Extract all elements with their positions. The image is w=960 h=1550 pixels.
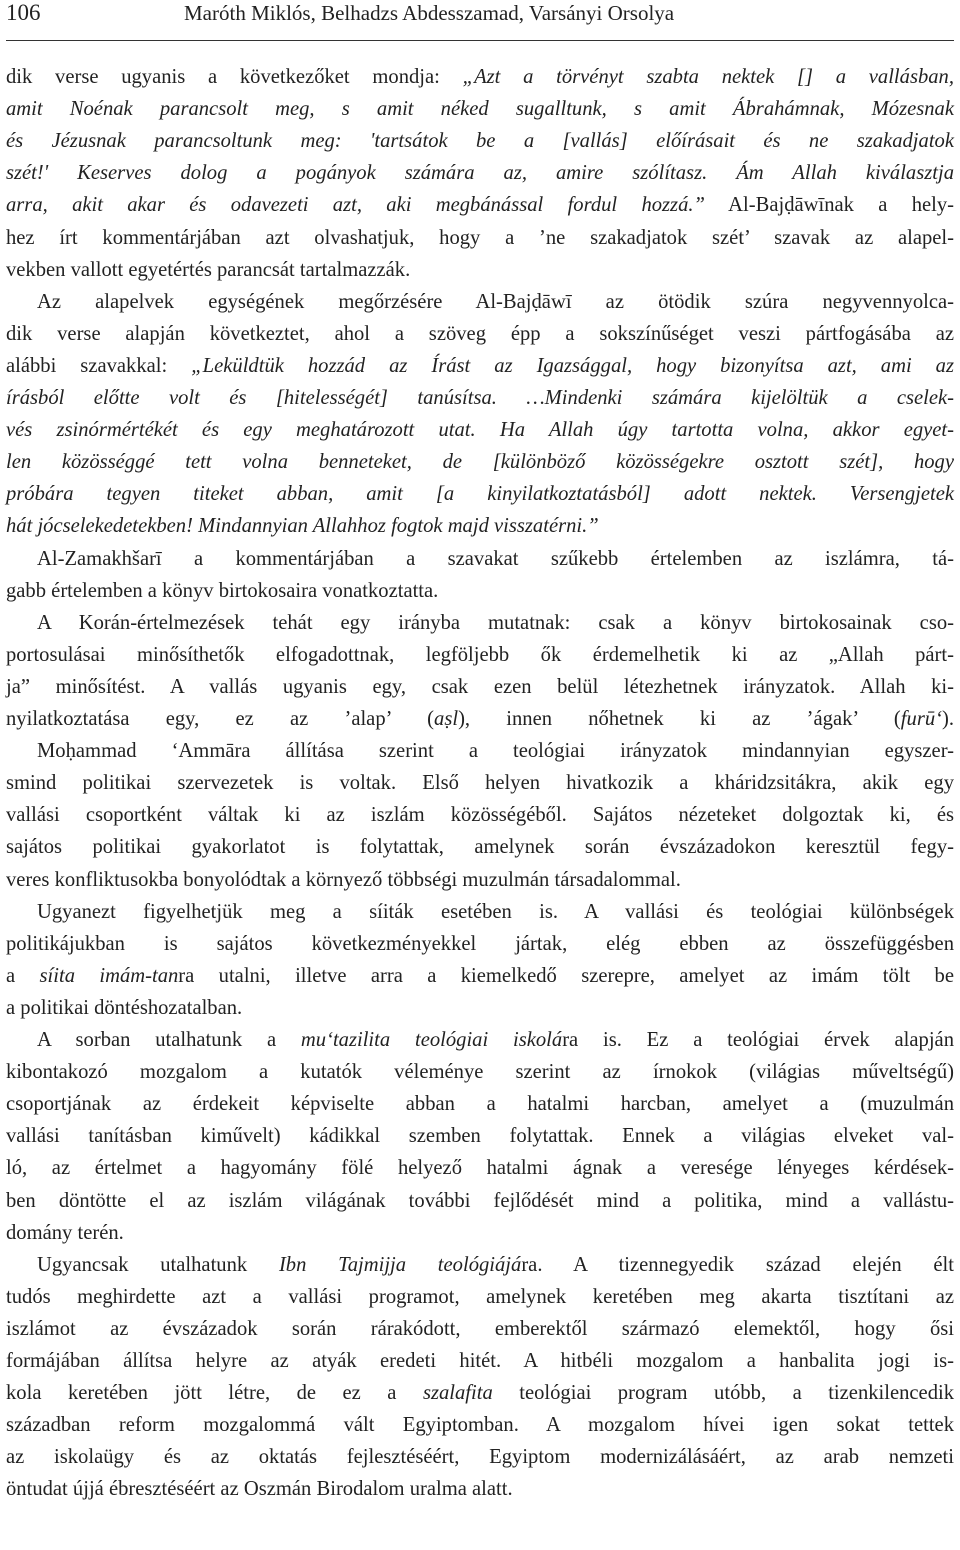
text-run: domány terén. (6, 1221, 124, 1244)
italic-text-run: hát jócselekedetekben! Mindannyian Allahhoz fogtok majd visszatérni.” (6, 515, 599, 538)
italic-text-run: arra, akit akar és odavezeti azt, aki megbánással fordul hozzá.” (6, 194, 705, 217)
text-line (6, 1056, 954, 1088)
text-line (6, 350, 954, 382)
text-run: nyilatkoztatása egy, ez az ’alap’ ( (6, 708, 435, 730)
text-line (37, 1249, 954, 1281)
text-line (37, 607, 954, 639)
text-run: formájában állítsa helyre az atyák eredeti hitét. A hitbéli mozgalom a hanbalita jogi is- (6, 1350, 954, 1372)
text-run: században reform mozgalommá vált Egyiptomban. A mozgalom hívei igen sokat tettek (6, 1414, 954, 1437)
text-line (6, 1152, 954, 1184)
text-run: tudós meghirdette azt a vallási programot, amelynek keretében meg akarta tisztítani az (6, 1285, 954, 1308)
text-line (37, 543, 954, 575)
text-run: teológiai program utóbb, a tizenkilencedik (492, 1382, 955, 1405)
text-run: vallási csoportként váltak ki az iszlám közösségéből. Sajátos nézeteket dolgoztak ki, és (6, 804, 954, 827)
text-run: A sorban utalhatunk a (37, 1029, 301, 1051)
text-line (6, 671, 954, 703)
text-run: Al-Zamakhšarī a kommentárjában a szavakat szűkebb értelemben az iszlámra, tá- (37, 547, 954, 570)
text-line (37, 286, 954, 318)
text-line (6, 510, 954, 542)
text-run: ra is. Ez a teológiai érvek alapján (562, 1029, 954, 1051)
italic-text-run: len közösséggé tett volna benneteket, de [különböző közösségekre osztott szét], hogy (6, 451, 954, 474)
text-run: csoportjának az érdekeit képviselte abban a hatalmi harcban, amelyet a (muzulmán (6, 1093, 954, 1116)
text-line (6, 864, 954, 896)
text-line (6, 414, 954, 446)
text-line (6, 1409, 954, 1441)
text-line (6, 992, 954, 1024)
text-line (6, 1281, 954, 1313)
text-line (6, 125, 954, 157)
text-line (6, 446, 954, 478)
text-run: veres konfliktusokba bonyolódtak a környező többségi muzulmán társadalommal. (6, 868, 681, 891)
text-line (6, 928, 954, 960)
text-run: a politikai döntéshozatalban. (6, 996, 243, 1019)
italic-text-run: próbára tegyen titeket abban, amit [a kinyilatkoztatásból] adott nektek. Versengjetek (6, 483, 954, 506)
text-line (6, 1313, 954, 1345)
text-run: ra utalni, illetve arra a kiemelkedő szerepre, amelyet az imám tölt be (178, 964, 954, 987)
text-line (6, 960, 954, 992)
text-run: vekben vallott egyetértés parancsát tartalmazzák. (6, 258, 411, 281)
italic-text-run: „Leküldtük hozzád az Írást az Igazsággal, hogy bizonyítsa azt, ami az (191, 354, 954, 377)
text-run: portosulásai minősíthetők elfogadottnak, legföljebb ők érdemelhetik ki az „Allah párt- (6, 643, 954, 666)
text-run: Az alapelvek egységének megőrzésére Al-Bajḍāwī az ötödik szúra negyvennyolca- (37, 290, 954, 313)
text-line (6, 1088, 954, 1120)
text-line (6, 1120, 954, 1152)
text-line (6, 93, 954, 125)
text-run: kibontakozó mozgalom a kutatók véleménye szerint az írnokok (világias műveltségű) (6, 1061, 954, 1084)
italic-text-run: szét!' Keserves dolog a pogányok számára az, amire szólítasz. Ám Allah kiválasztja (6, 162, 954, 185)
text-line (6, 382, 954, 414)
text-run: ló, az értelmet a hagyomány fölé helyező hatalmi ágnak a veresége lényeges kérdések- (6, 1157, 954, 1180)
text-run: kola keretében jött létre, de ez a (6, 1382, 423, 1405)
text-run: dik verse alapján következtet, ahol a szöveg épp a sokszínűséget veszi pártfogásába az (6, 322, 954, 345)
italic-text-run: furū‘ (900, 708, 942, 730)
italic-text-run: aṣl (434, 708, 459, 730)
text-run: ben döntötte el az iszlám világának további fejlődését mind a politika, mind a vallástu- (6, 1189, 954, 1212)
italic-text-run: és Jézusnak parancsoltunk meg: 'tartsátok be a [vallás] előírásait és ne szakadjatok (6, 130, 954, 153)
italic-text-run: mu‘tazilita teológiai iskolá (300, 1029, 563, 1051)
text-line (6, 318, 954, 350)
italic-text-run: vés zsinórmértékét és egy meghatározott utat. Ha Allah úgy tartotta volna, akkor egyet- (6, 419, 954, 442)
text-run: ra. A tizennegyedik század elején élt (521, 1253, 954, 1276)
text-run: az iskolaügy és az oktatás fejlesztéséért, Egyiptom modernizálásáért, az arab nemzeti (6, 1446, 954, 1469)
italic-text-run: „Azt a törvényt szabta nektek [] a vallásban, (462, 66, 955, 88)
text-run: hez írt kommentárjában azt olvashatjuk, hogy a ’ne szakadjatok szét’ szavak az alapel- (6, 226, 954, 249)
text-run: öntudat újjá ébresztéséért az Oszmán Birodalom uralma alatt. (6, 1478, 513, 1501)
text-run: sajátos politikai gyakorlatot is folytattak, amelynek során évszázadokon keresztül fegy- (6, 836, 954, 859)
page-number: 106 (6, 0, 41, 25)
text-line (6, 703, 954, 735)
text-line (6, 1473, 954, 1505)
running-head-authors: Maróth Miklós, Belhadzs Abdesszamad, Varsányi Orsolya (184, 1, 675, 25)
text-line (37, 1024, 954, 1056)
text-line (6, 189, 954, 221)
text-line (6, 254, 954, 286)
text-run: alábbi szavakkal: (6, 354, 192, 377)
text-line (6, 1217, 954, 1249)
text-run: iszlámot az évszázadok során rárakódott, emberektől származó elemektől, hogy ősi (6, 1317, 954, 1340)
text-run: Ugyancsak utalhatunk (37, 1253, 279, 1276)
italic-text-run: amit Noénak parancsolt meg, s amit néked sugalltunk, s amit Ábrahámnak, Mózesnak (6, 98, 954, 121)
text-line (6, 222, 954, 254)
text-run: Moḥammad ‘Ammāra állítása szerint a teológiai irányzatok mindannyian egyszer- (37, 740, 954, 763)
text-line (6, 1185, 954, 1217)
text-run: ). (941, 708, 954, 730)
text-line (6, 1345, 954, 1377)
text-run: A Korán-értelmezések tehát egy irányba mutatnak: csak a könyv birtokosainak cso- (37, 611, 954, 634)
text-run: smind politikai szervezetek is voltak. Első helyen hivatkozik a kháridzsitákra, akik egy (6, 772, 954, 795)
italic-text-run: síita imám-tan (39, 964, 179, 987)
text-line (6, 61, 954, 93)
page-header (6, 0, 954, 41)
text-line (6, 157, 954, 189)
text-line (6, 478, 954, 510)
italic-text-run: szalafita (422, 1382, 493, 1405)
text-line (6, 799, 954, 831)
text-line (6, 1377, 954, 1409)
italic-text-run: Ibn Tajmijja teológiájá (278, 1253, 522, 1276)
text-run: a (6, 964, 40, 987)
text-line (37, 735, 954, 767)
text-run: Ugyanezt figyelhetjük meg a síiták esetében is. A vallási és teológiai különbségek (37, 900, 954, 923)
text-run: gabb értelemben a könyv birtokosaira vonatkoztatta. (6, 579, 439, 602)
text-run: ), innen nőhetnek ki az ’ágak’ ( (458, 708, 901, 730)
text-run: politikájukban is sajátos következményekkel jártak, elég ebben az összefüggésben (6, 932, 954, 955)
text-line (6, 767, 954, 799)
italic-text-run: írásból előtte volt és [hitelességét] tanúsítsa. …Mindenki számára kijelöltük a cselek- (6, 387, 954, 409)
text-line (6, 639, 954, 671)
text-line (37, 896, 954, 928)
text-run: Al-Bajḍāwīnak a hely- (704, 194, 955, 217)
text-line (6, 575, 954, 607)
text-line (6, 831, 954, 863)
text-run: dik verse ugyanis a következőket mondja: (6, 66, 463, 88)
text-run: vallási tanításban kiművelt) kádikkal szemben folytattak. Ennek a világias elveket val- (6, 1125, 954, 1148)
text-line (6, 1441, 954, 1473)
text-run: ja” minősítést. A vallás ugyanis egy, csak ezen belül létezhetnek irányzatok. Allah ki- (6, 675, 954, 698)
